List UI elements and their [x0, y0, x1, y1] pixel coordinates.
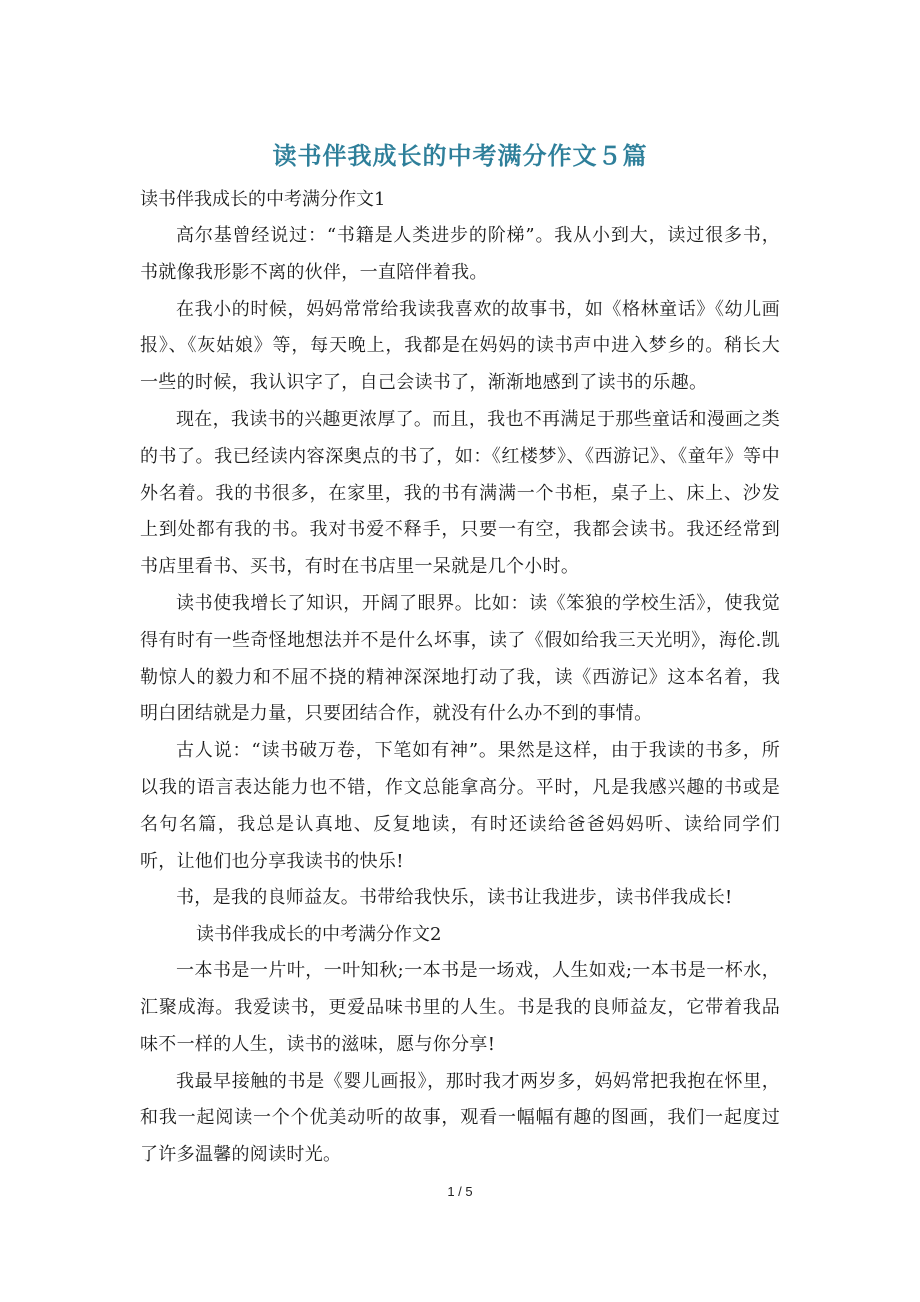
paragraph: 古人说：“读书破万卷，下笔如有神”。果然是这样，由于我读的书多，所以我的语言表达能力也不错，作文总能拿高分。平时，凡是我感兴趣的书或是名句名篇，我总是认真地、反复地读，有时还读给爸爸妈妈听、读给同学们听，让他们也分享我读书的快乐!: [140, 740, 780, 872]
section-heading: 读书伴我成长的中考满分作文1: [140, 189, 386, 210]
paragraph: 我最早接触的书是《婴儿画报》，那时我才两岁多，妈妈常把我抱在怀里，和我一起阅读一个个优美动听的故事，观看一幅幅有趣的图画，我们一起度过了许多温馨的阅读时光。: [140, 1070, 780, 1166]
paragraph: 现在，我读书的兴趣更浓厚了。而且，我也不再满足于那些童话和漫画之类的书了。我已经读内容深奥点的书了，如：《红楼梦》、《西游记》、《童年》等中外名着。我的书很多，在家里，我的书有满满一个书柜，桌子上、床上、沙发上到处都有我的书。我对书爱不释手，只要一有空，我都会读书。我还经常到书店里看书、买书，有时在书店里一呆就是几个小时。: [140, 408, 780, 578]
paragraph: 读书使我增长了知识，开阔了眼界。比如：读《笨狼的学校生活》，使我觉得有时有一些奇怪地想法并不是什么坏事，读了《假如给我三天光明》，海伦.凯勒惊人的毅力和不屈不挠的精神深深地打动了我，读《西游记》这本名着，我明白团结就是力量，只要团结合作，就没有什么办不到的事情。: [140, 592, 780, 725]
paragraph: 一本书是一片叶，一叶知秋;一本书是一场戏，人生如戏;一本书是一杯水，汇聚成海。我爱读书，更爱品味书里的人生。书是我的良师益友，它带着我品味不一样的人生，读书的滋味，愿与你分享!: [140, 960, 780, 1055]
paragraph: 书，是我的良师益友。书带给我快乐，读书让我进步，读书伴我成长!: [176, 887, 733, 909]
document-body: [140, 182, 780, 1174]
section-heading: 读书伴我成长的中考满分作文2: [196, 924, 442, 946]
paragraph: 在我小的时候，妈妈常常给我读我喜欢的故事书，如《格林童话》《幼儿画报》、《灰姑娘》等，每天晚上，我都是在妈妈的读书声中进入梦乡的。稍长大一些的时候，我认识字了，自己会读书了，渐渐地感到了读书的乐趣。: [140, 298, 780, 394]
page-indicator: 1 / 5: [447, 1184, 473, 1199]
document-title: 读书伴我成长的中考满分作文５篇: [272, 141, 648, 170]
paragraph: 高尔基曾经说过：“书籍是人类进步的阶梯”。我从小到大，读过很多书，书就像我形影不离的伙伴，一直陪伴着我。: [140, 225, 780, 283]
